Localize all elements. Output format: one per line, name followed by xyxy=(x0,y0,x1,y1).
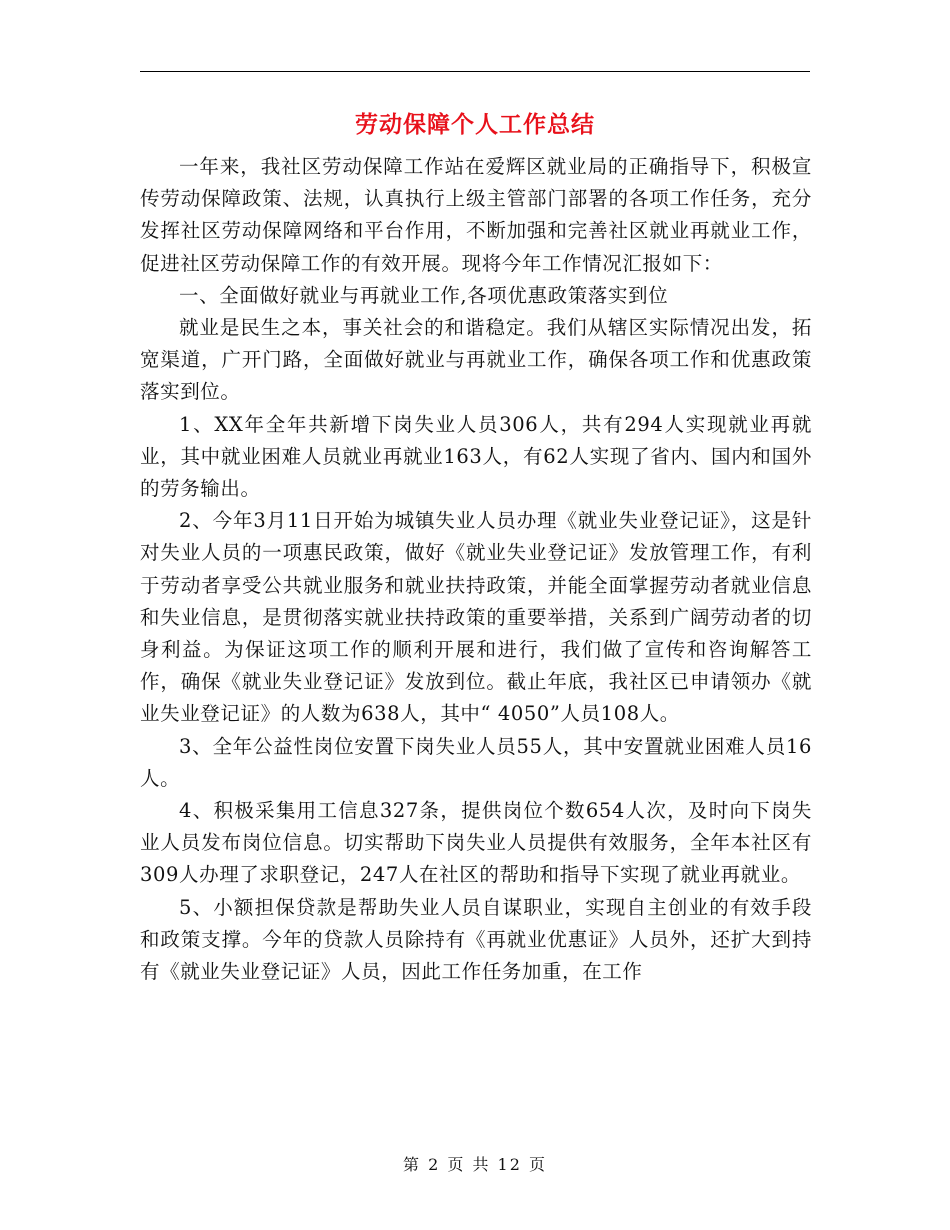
header-rule xyxy=(140,71,810,72)
section-heading-1: 一、全面做好就业与再就业工作,各项优惠政策落实到位 xyxy=(179,283,669,307)
document-title: 劳动保障个人工作总结 xyxy=(355,111,595,138)
paragraph-item-1: 1、XX年全年共新增下岗失业人员306人，共有294人实现就业再就业，其中就业困难人员就业再就业163人，有62人实现了省内、国内和国外的劳务输出。 xyxy=(140,412,812,501)
paragraph-section-intro: 就业是民生之本，事关社会的和谐稳定。我们从辖区实际情况出发，拓宽渠道，广开门路，全面做好就业与再就业工作，确保各项工作和优惠政策落实到位。 xyxy=(140,316,812,404)
paragraph-intro: 一年来，我社区劳动保障工作站在爱辉区就业局的正确指导下，积极宣传劳动保障政策、法规，认真执行上级主管部门部署的各项工作任务，充分发挥社区劳动保障网络和平台作用，不断加强和完善社区就业再就业工作，促进社区劳动保障工作的有效开展。现将今年工作情况汇报如下： xyxy=(140,155,812,275)
page-number-footer: 第 2 页 共 12 页 xyxy=(403,1155,547,1174)
paragraph-item-5: 5、小额担保贷款是帮助失业人员自谋职业，实现自主创业的有效手段和政策支撑。今年的贷款人员除持有《再就业优惠证》人员外，还扩大到持有《就业失业登记证》人员，因此工作任务加重，在工作 xyxy=(140,895,812,984)
paragraph-item-2: 2、今年3月11日开始为城镇失业人员办理《就业失业登记证》，这是针对失业人员的一项惠民政策，做好《就业失业登记证》发放管理工作，有利于劳动者享受公共就业服务和就业扶持政策，并能全面掌握劳动者就业信息和失业信息，是贯彻落实就业扶持政策的重要举措，关系到广阔劳动者的切身利益。为保证这项工作的顺利开展和进行，我们做了宣传和咨询解答工作，确保《就业失业登记证》发放到位。截止年底，我社区已申请领办《就业失业登记证》的人数为638人，其中“ 4050”人员108人。 xyxy=(140,509,812,726)
paragraph-item-3: 3、全年公益性岗位安置下岗失业人员55人，其中安置就业困难人员16人。 xyxy=(140,734,812,790)
document-body xyxy=(140,151,812,988)
paragraph-item-4: 4、积极采集用工信息327条，提供岗位个数654人次，及时向下岗失业人员发布岗位信息。切实帮助下岗失业人员提供有效服务，全年本社区有309人办理了求职登记，247人在社区的帮助和指导下实现了就业再就业。 xyxy=(140,799,812,887)
